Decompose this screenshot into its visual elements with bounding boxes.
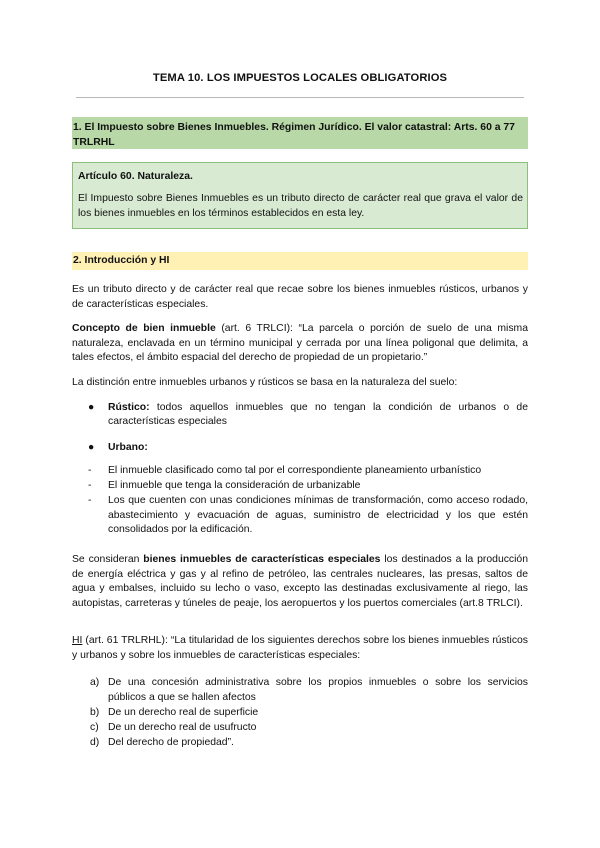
especiales-paragraph (72, 553, 528, 611)
dash-mark: - (88, 495, 92, 506)
especiales-text: los destinados a la producción de energía eléctrica y gas y al refino de petróleo, las centrales nucleares, las presas, saltos de agua y embalses, incluido su lecho o vaso, excepto las destinadas exclusivamente al riego, las autopistas, carreteras y túneles de peaje, los aeropuertos y los puertos comerciales (art.8 TRLCI). (72, 554, 528, 609)
hi-item-text: Del derecho de propiedad”. (108, 737, 234, 748)
title-divider (76, 97, 524, 98)
concepto-text: (art. 6 TRLCI): “La parcela o porción de suelo de una misma naturaleza, enclavada en un término municipal y cerrada por una línea poligonal que delimita, a tales efectos, el ámbito espacial del derecho de propiedad de un propietario.” (72, 323, 528, 364)
intro-paragraph: Es un tributo directo y de carácter real que recae sobre los bienes inmuebles rústicos, urbanos y de características especiales. (72, 284, 528, 310)
distincion-paragraph: La distinción entre inmuebles urbanos y rústicos se basa en la naturaleza del suelo: (72, 377, 458, 388)
urbano-label: Urbano: (108, 442, 148, 453)
urbano-item-text: El inmueble clasificado como tal por el correspondiente planeamiento urbanístico (108, 465, 482, 476)
hi-item-text: De un derecho real de usufructo (108, 722, 257, 733)
urbano-item-text: El inmueble que tenga la consideración de urbanizable (108, 480, 361, 491)
rustico-text: todos aquellos inmuebles que no tengan la condición de urbanos o de características especiales (108, 402, 528, 428)
article-60-box (72, 162, 528, 229)
section-1-heading: 1. El Impuesto sobre Bienes Inmuebles. Régimen Jurídico. El valor catastral: Arts. 60 a 77 TRLRHL (72, 117, 528, 149)
urbano-item-text: Los que cuenten con unas condiciones mínimas de transformación, como acceso rodado, abastecimiento y evacuación de aguas, suministro de electricidad y los que estén consolidados por la edificación. (108, 495, 528, 536)
hi-item-mark: a) (90, 677, 100, 688)
article-60-title: Artículo 60. Naturaleza. (78, 171, 193, 182)
rustico-label: Rústico: (108, 402, 150, 413)
hi-text: (art. 61 TRLRHL): “La titularidad de los siguientes derechos sobre los bienes inmuebles rústicos y urbanos y sobre los inmuebles de características especiales: (72, 635, 528, 661)
especiales-bold: bienes inmuebles de características especiales (143, 554, 381, 565)
document-title: TEMA 10. LOS IMPUESTOS LOCALES OBLIGATORIOS (152, 72, 448, 84)
bullet-dot: ● (88, 442, 95, 453)
concepto-label: Concepto de bien inmueble (72, 323, 216, 334)
hi-label: HI (72, 635, 83, 646)
dash-mark: - (88, 480, 92, 491)
especiales-prefix: Se consideran (72, 554, 144, 565)
article-60-text: El Impuesto sobre Bienes Inmuebles es un tributo directo de carácter real que grava el valor de los bienes inmuebles en los términos establecidos en esta ley. (78, 193, 523, 220)
section-2-heading: 2. Introducción y HI (72, 252, 528, 270)
concepto-paragraph (72, 322, 528, 366)
bullet-dot: ● (88, 402, 95, 413)
hi-paragraph (72, 634, 528, 663)
hi-item-text: De un derecho real de superficie (108, 707, 259, 718)
hi-item-mark: b) (90, 707, 100, 718)
dash-mark: - (88, 465, 92, 476)
hi-item-text: De una concesión administrativa sobre los propios inmuebles o sobre los servicios públicos a que se hallen afectos (108, 677, 528, 703)
hi-item-mark: d) (90, 737, 100, 748)
hi-item-mark: c) (90, 722, 99, 733)
